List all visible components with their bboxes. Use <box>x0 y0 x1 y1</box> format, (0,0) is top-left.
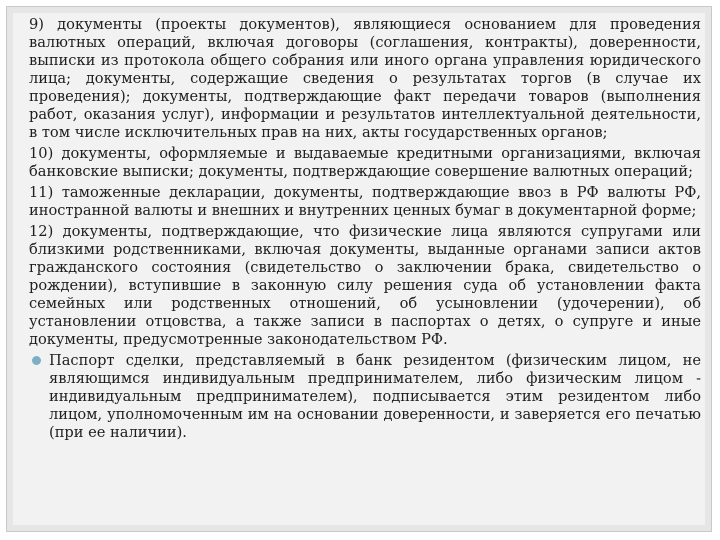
paragraph-item-12: 12) документы, подтверждающие, что физические лица являются супругами или близкими родственниками, включая документы, выданные органами записи актов гражданского состояния (свидетельство о заключении брака, свидетельство о рождении), вступившие в законную силу решения суда об установлении факта семейных или родственных отношений, об усыновлении (удочерении), об установлении отцовства, а также записи в паспортах о детях, о супруге и иные документы, предусмотренные законодательством РФ. <box>29 223 701 348</box>
bullet-text: Паспорт сделки, представляемый в банк резидентом (физическим лицом, не являющимся индивидуальным предпринимателем, либо физическим лицом - индивидуальным предпринимателем), подписывается этим резидентом либо лицом, уполномоченным им на основании доверенности, и заверяется его печатью (при ее наличии). <box>49 352 701 441</box>
bullet-item-passport <box>29 352 701 442</box>
bullet-icon <box>32 356 41 365</box>
paragraph-item-9: 9) документы (проекты документов), являющиеся основанием для проведения валютных операций, включая договоры (соглашения, контракты), доверенности, выписки из протокола общего собрания или иного органа управления юридического лица; документы, содержащие сведения о результатах торгов (в случае их проведения); документы, подтверждающие факт передачи товаров (выполнения работ, оказания услуг), информации и результатов интеллектуальной деятельности, в том числе исключительных прав на них, акты государственных органов; <box>29 16 701 141</box>
paragraph-item-11: 11) таможенные декларации, документы, подтверждающие ввоз в РФ валюты РФ, иностранной валюты и внешних и внутренних ценных бумаг в документарной форме; <box>29 184 701 219</box>
document-body <box>29 16 701 442</box>
paragraph-item-10: 10) документы, оформляемые и выдаваемые кредитными организациями, включая банковские выписки; документы, подтверждающие совершение валютных операций; <box>29 145 701 180</box>
slide-frame <box>6 6 712 532</box>
